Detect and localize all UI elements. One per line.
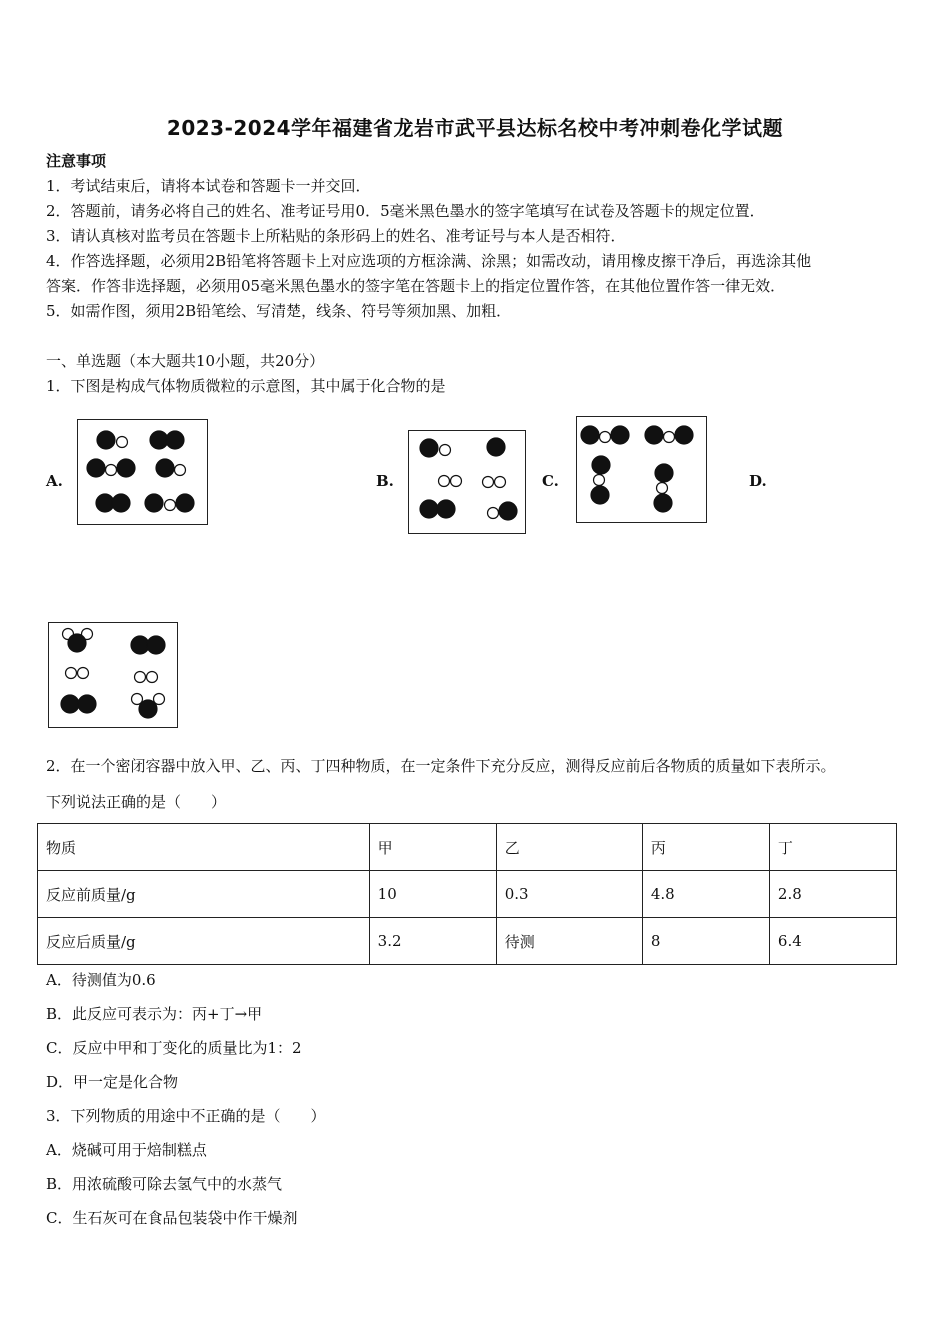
question-3-option-a[interactable]: A．烧碱可用于焙制糕点 (46, 1141, 207, 1159)
notice-item: 5．如需作图，须用2B铅笔绘、写清楚，线条、符号等须加黑、加粗． (46, 302, 512, 320)
molecule-diagram-d (48, 622, 178, 728)
option-label-a[interactable]: A. (46, 472, 63, 490)
question-2-stem-cont: 下列说法正确的是（ ） (46, 793, 227, 811)
table-row (38, 871, 897, 918)
notice-item: 3．请认真核对监考员在答题卡上所粘贴的条形码上的姓名、准考证号与本人是否相符． (46, 227, 626, 245)
table-cell: 甲 (369, 824, 496, 871)
question-2-option-a[interactable]: A．待测值为0.6 (46, 971, 156, 989)
question-3-option-b[interactable]: B．用浓硫酸可除去氢气中的水蒸气 (46, 1175, 283, 1193)
table-cell: 2.8 (769, 871, 896, 918)
molecule-diagram-c (576, 416, 707, 523)
table-cell: 0.3 (496, 871, 642, 918)
question-2-option-b[interactable]: B．此反应可表示为：丙+丁→甲 (46, 1005, 263, 1023)
notice-item: 2．答题前，请务必将自己的姓名、准考证号用0．5毫米黑色墨水的签字笔填写在试卷及答题卡的规定位置． (46, 202, 765, 220)
table-cell: 4.8 (642, 871, 769, 918)
notice-item: 4．作答选择题，必须用2B铅笔将答题卡上对应选项的方框涂满、涂黑；如需改动，请用橡皮擦干净后，再选涂其他 (46, 252, 812, 270)
table-cell: 物质 (38, 824, 370, 871)
table-header-row (38, 824, 897, 871)
table-cell: 3.2 (369, 918, 496, 965)
table-cell: 乙 (496, 824, 642, 871)
notice-item: 答案．作答非选择题，必须用05毫米黑色墨水的签字笔在答题卡上的指定位置作答，在其他位置作答一律无效． (46, 277, 786, 295)
molecule-diagram-b (408, 430, 526, 534)
mass-table (37, 823, 897, 965)
table-row (38, 918, 897, 965)
notice-heading: 注意事项 (46, 152, 107, 170)
table-cell: 丁 (769, 824, 896, 871)
section-heading: 一、单选题（本大题共10小题，共20分） (46, 352, 325, 370)
question-2-stem: 2．在一个密闭容器中放入甲、乙、丙、丁四种物质，在一定条件下充分反应，测得反应前后各物质的质量如下表所示。 (46, 757, 836, 775)
question-1-stem: 1．下图是构成气体物质微粒的示意图，其中属于化合物的是 (46, 377, 446, 395)
question-3-option-c[interactable]: C．生石灰可在食品包装袋中作干燥剂 (46, 1209, 298, 1227)
table-cell: 8 (642, 918, 769, 965)
table-cell: 6.4 (769, 918, 896, 965)
question-2-option-d[interactable]: D．甲一定是化合物 (46, 1073, 179, 1091)
option-label-d[interactable]: D. (749, 472, 767, 490)
notice-item: 1．考试结束后，请将本试卷和答题卡一并交回． (46, 177, 371, 195)
option-label-b[interactable]: B. (376, 472, 394, 490)
table-cell: 反应后质量/g (38, 918, 370, 965)
table-cell: 10 (369, 871, 496, 918)
page-title: 2023-2024学年福建省龙岩市武平县达标名校中考冲刺卷化学试题 (166, 116, 784, 140)
table-cell: 丙 (642, 824, 769, 871)
question-3-stem: 3．下列物质的用途中不正确的是（ ） (46, 1107, 326, 1125)
option-label-c[interactable]: C. (542, 472, 559, 490)
molecule-diagram-a (77, 419, 208, 525)
question-2-option-c[interactable]: C．反应中甲和丁变化的质量比为1：2 (46, 1039, 302, 1057)
table-cell: 反应前质量/g (38, 871, 370, 918)
table-cell: 待测 (496, 918, 642, 965)
